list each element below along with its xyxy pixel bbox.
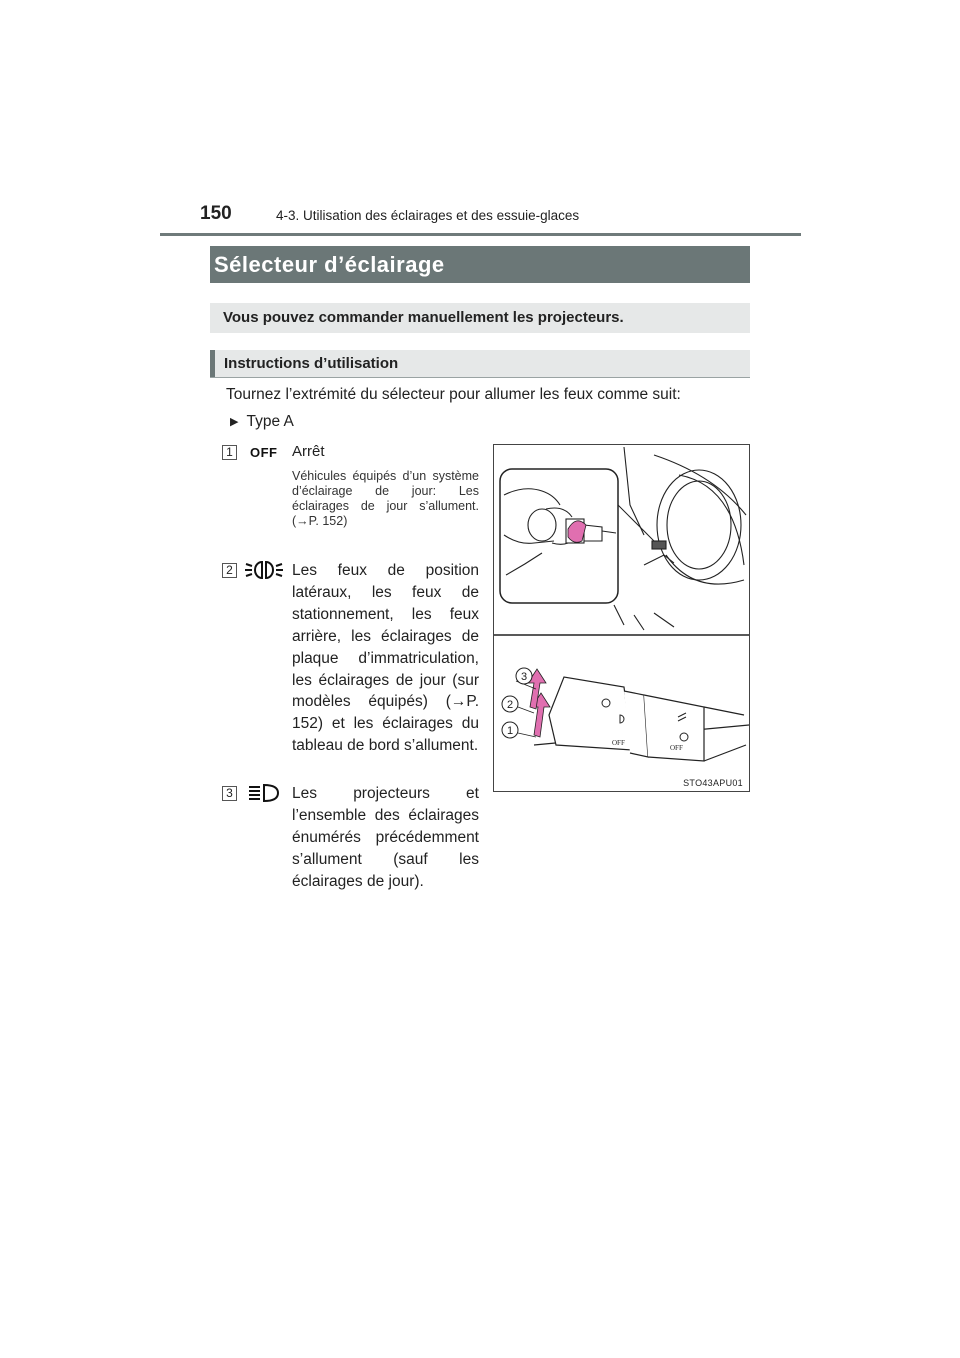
callout-3: 3 xyxy=(520,671,528,683)
off-symbol: OFF xyxy=(250,445,278,460)
wiper-off-label: OFF xyxy=(670,744,683,752)
callout-2: 2 xyxy=(506,699,514,711)
item-2-text: Les feux de position latéraux, les feux de stationnement, les feux arrière, les éclairages de plaque d’immatriculation, les éclairages de jour (sur modèles équipés) (→P. 152) et les éclairages du tableau de bord s’allument. xyxy=(292,562,479,755)
intro-box: Vous pouvez commander manuellement les projecteurs. xyxy=(210,303,750,333)
item-3-text: Les projecteurs et l’ensemble des éclairages énumérés précédemment s’allument (sauf les éclairages de jour). xyxy=(292,785,479,890)
item-number-1: 1 xyxy=(222,445,237,460)
headlight-icon xyxy=(246,782,282,804)
lead-text: Tournez l’extrémité du sélecteur pour allumer les feux comme suit: xyxy=(226,386,681,403)
subsection-header xyxy=(210,350,750,378)
item-1-note: Véhicules équipés d’un système d’éclairage de jour: Les éclairages de jour s’allument. (→P. 152) xyxy=(292,469,479,528)
side-lights-icon xyxy=(244,559,284,581)
item-number-2: 2 xyxy=(222,563,237,578)
inset-frame xyxy=(500,469,618,603)
subsection-accent xyxy=(210,350,215,377)
leader-line xyxy=(618,505,654,541)
page-number: 150 xyxy=(200,203,232,224)
page-title: Sélecteur d’éclairage xyxy=(214,252,445,277)
item-1-title: Arrêt xyxy=(292,443,325,460)
dashboard-scene xyxy=(614,447,746,630)
figure-illustration xyxy=(494,445,749,791)
type-label xyxy=(230,413,294,431)
section-path: 4-3. Utilisation des éclairages et des essuie-glaces xyxy=(276,208,580,223)
title-bar xyxy=(210,246,750,283)
type-label-text: Type A xyxy=(246,413,294,430)
callout-1: 1 xyxy=(506,725,514,737)
subsection-title: Instructions d’utilisation xyxy=(224,355,399,372)
triangle-bullet-icon: ▶ xyxy=(230,416,239,428)
light-switch-figure xyxy=(493,444,750,792)
switch-off-label: OFF xyxy=(612,739,625,747)
item-number-3: 3 xyxy=(222,786,237,801)
figure-code: STO43APU01 xyxy=(683,778,743,788)
lever-illustration xyxy=(534,677,749,761)
header-rule xyxy=(160,233,801,236)
